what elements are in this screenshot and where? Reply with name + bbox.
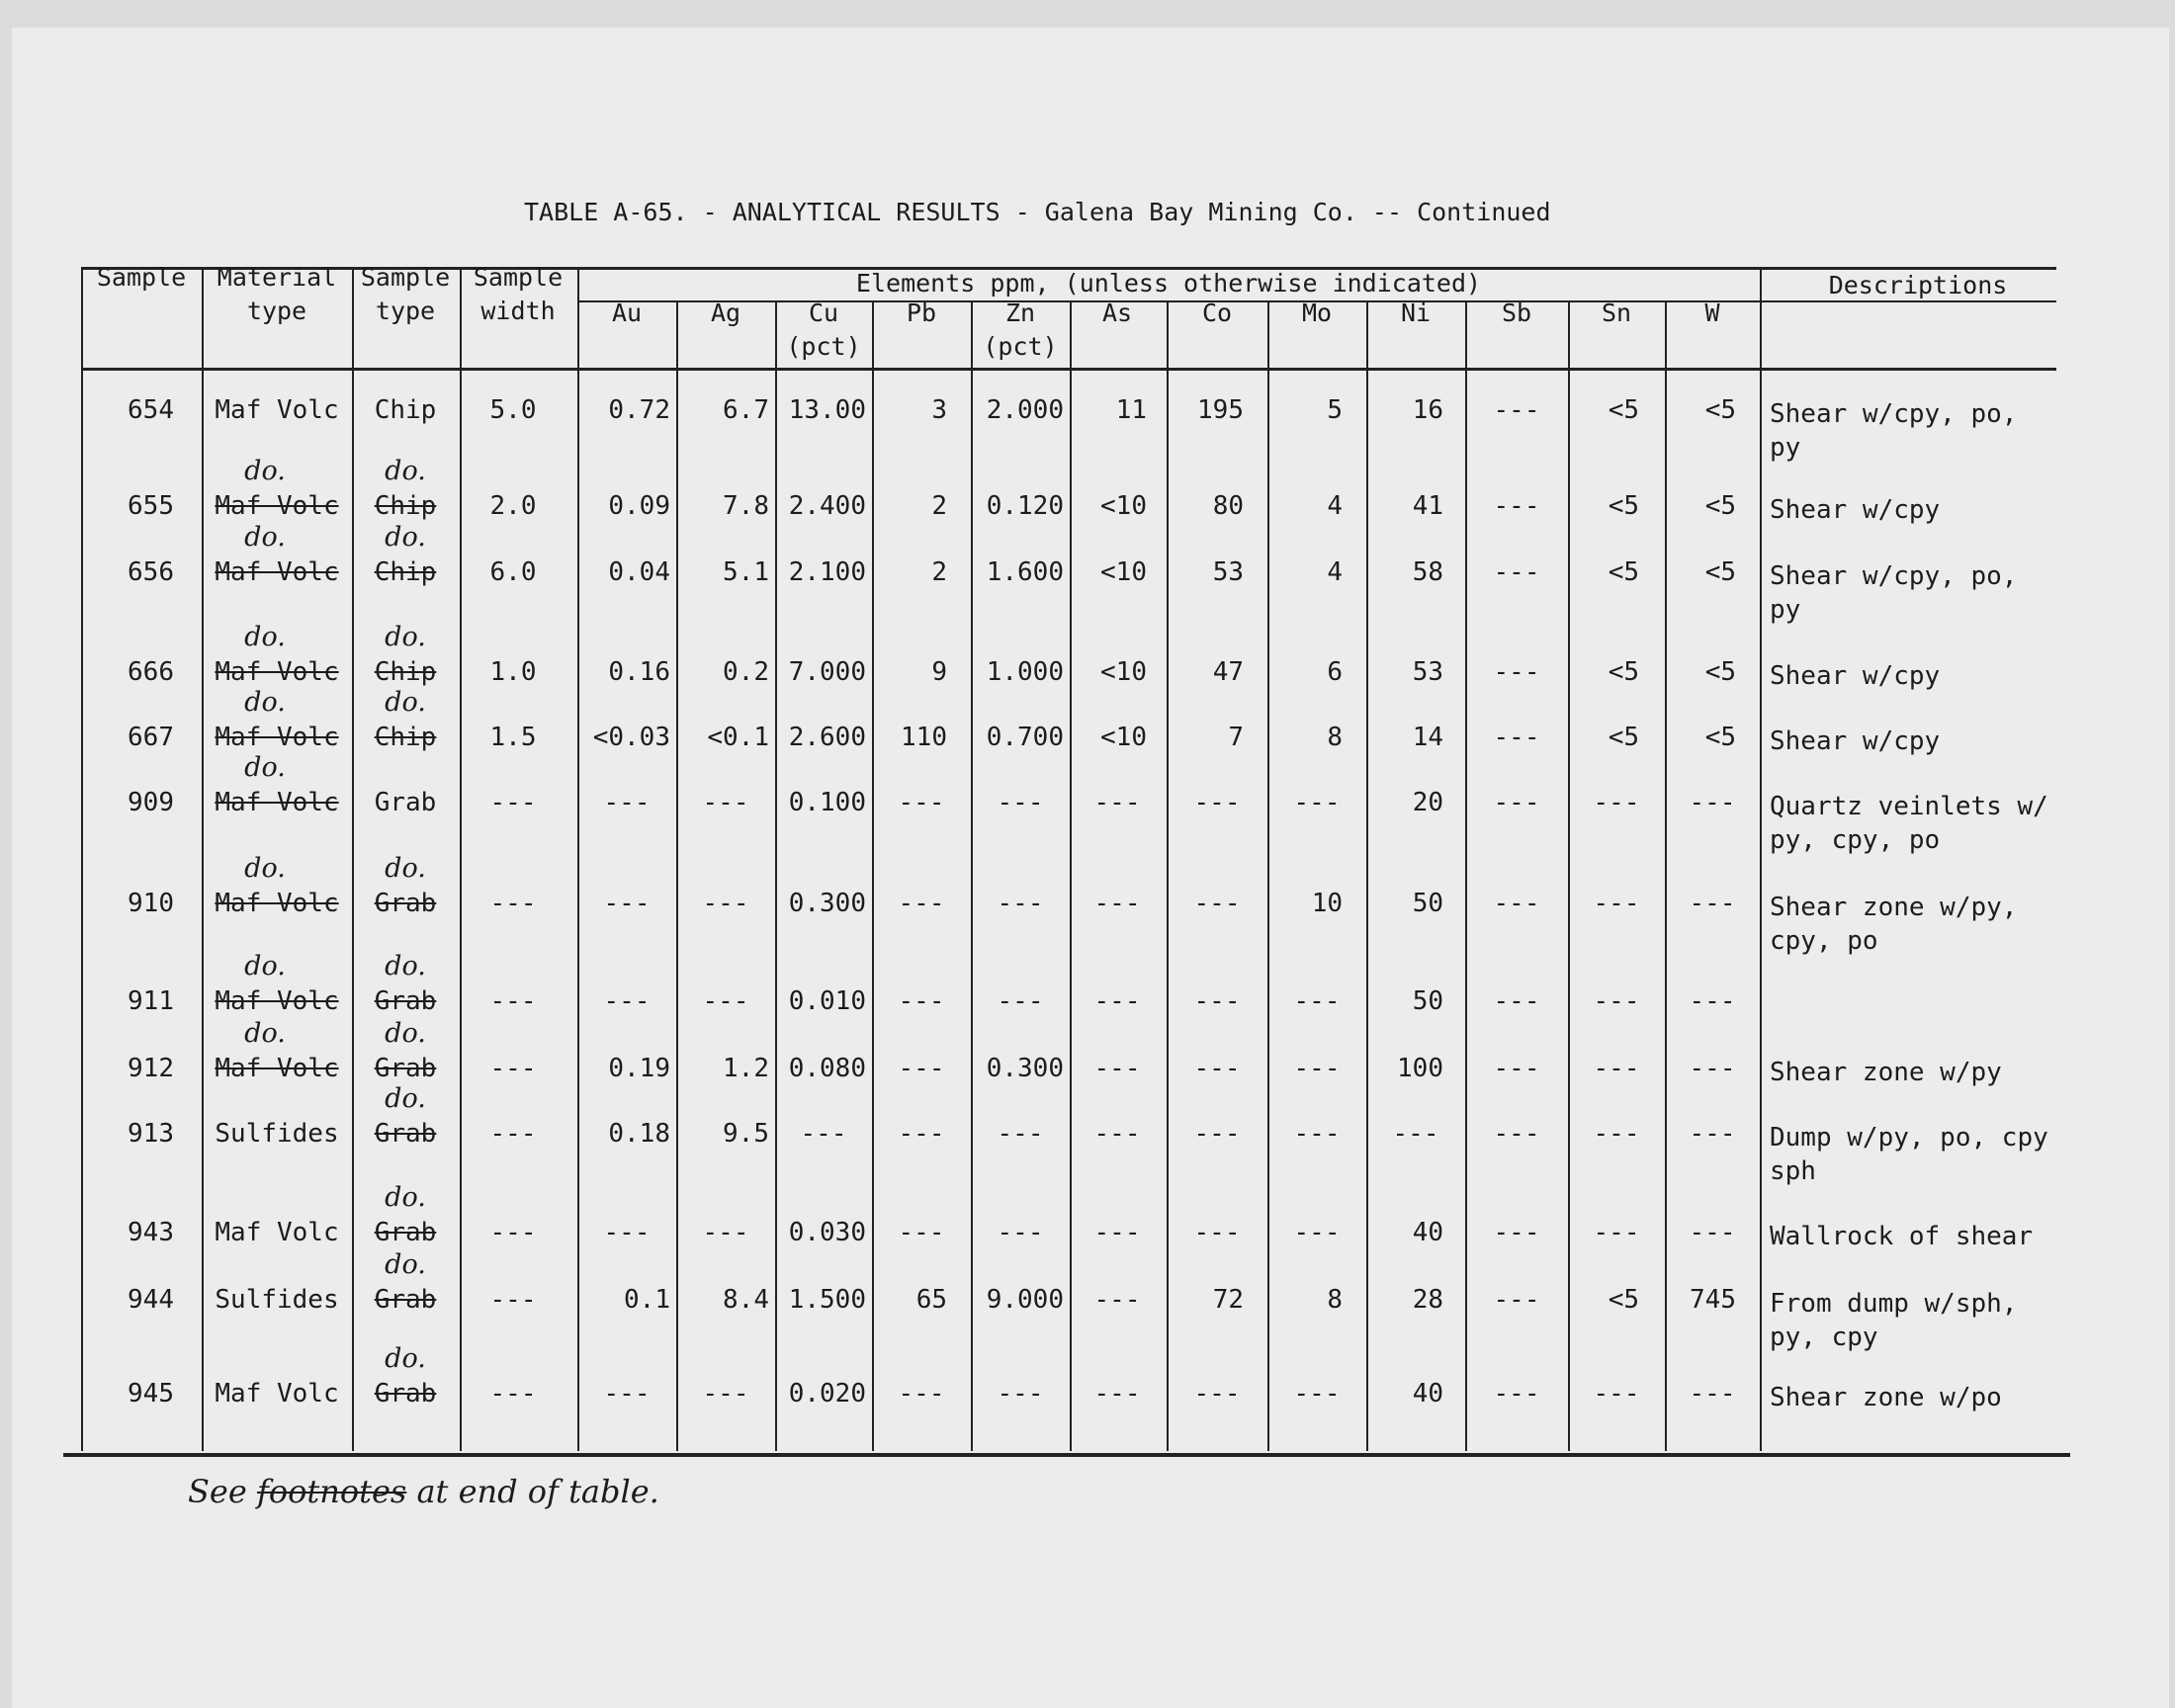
cell-sb: --- — [1493, 889, 1540, 918]
cell-zn: --- — [997, 1119, 1044, 1149]
cell-mo: --- — [1293, 1218, 1341, 1247]
handwritten-ditto: do. — [385, 1018, 426, 1049]
cell-description: Dump w/py, po, cpy — [1770, 1123, 2048, 1153]
cell-co: 7 — [1228, 723, 1244, 752]
cell-zn: 9.000 — [986, 1285, 1064, 1315]
handwritten-ditto: do. — [385, 522, 426, 553]
column-rule — [676, 300, 678, 1451]
cell-material-type: Sulfides — [215, 1119, 339, 1149]
cell-sb: --- — [1493, 788, 1540, 817]
cell-sn: --- — [1593, 1379, 1640, 1409]
cell-ni: 28 — [1412, 1285, 1443, 1315]
cell-pb: 2 — [931, 557, 947, 587]
cell-as: --- — [1093, 1379, 1141, 1409]
cell-ag: 6.7 — [723, 395, 769, 425]
cell-cu: --- — [800, 1119, 847, 1149]
column-rule — [460, 267, 462, 1451]
cell-description: From dump w/sph, — [1770, 1289, 2018, 1319]
cell-pb: --- — [898, 1054, 945, 1083]
header-pb: Pb — [906, 299, 937, 327]
cell-pb: 2 — [931, 491, 947, 521]
cell-mo: --- — [1293, 1054, 1341, 1083]
cell-sn: --- — [1593, 788, 1640, 817]
cell-sn: <5 — [1608, 395, 1639, 425]
cell-au: 0.09 — [608, 491, 670, 521]
cell-description: py, cpy, po — [1770, 825, 1941, 855]
cell-sample-width: 6.0 — [489, 557, 537, 587]
column-rule — [1267, 300, 1269, 1451]
cell-sample-type: Chip — [374, 657, 437, 687]
cell-sample-type: Grab — [374, 1379, 437, 1409]
cell-sample-width: 2.0 — [489, 491, 537, 521]
cell-sample-width: --- — [489, 1218, 537, 1247]
cell-sb: --- — [1493, 557, 1540, 587]
cell-sn: --- — [1593, 1119, 1640, 1149]
handwritten-ditto: do. — [244, 456, 286, 486]
cell-as: 11 — [1115, 395, 1147, 425]
cell-material-type: Maf Volc — [215, 986, 339, 1016]
handwritten-ditto: do. — [244, 1018, 286, 1049]
cell-as: --- — [1093, 788, 1141, 817]
cell-cu: 2.600 — [788, 723, 866, 752]
cell-zn: 0.700 — [986, 723, 1064, 752]
cell-co: --- — [1193, 1218, 1241, 1247]
column-rule — [1665, 300, 1667, 1451]
cell-description: py — [1770, 595, 1801, 625]
cell-ag: 0.2 — [723, 657, 769, 687]
cell-co: 80 — [1212, 491, 1244, 521]
cell-w: --- — [1689, 1054, 1736, 1083]
handwritten-ditto: do. — [244, 951, 286, 982]
cell-as: --- — [1093, 889, 1141, 918]
header-sample-type: Sample — [360, 263, 451, 292]
elements-subheader-rule — [577, 300, 1762, 302]
cell-ag: 5.1 — [723, 557, 769, 587]
cell-description: cpy, po — [1770, 926, 1878, 956]
header-cu: Cu — [808, 299, 839, 327]
column-rule — [1070, 300, 1072, 1451]
header-ag: Ag — [710, 299, 741, 327]
cell-sb: --- — [1493, 986, 1540, 1016]
cell-zn: --- — [997, 788, 1044, 817]
cell-sample-type: Grab — [374, 1054, 437, 1083]
cell-sample-type: Grab — [374, 889, 437, 918]
cell-ni: 40 — [1412, 1379, 1443, 1409]
handwritten-ditto: do. — [385, 687, 426, 718]
cell-as: <10 — [1100, 491, 1147, 521]
cell-ag: --- — [702, 788, 749, 817]
cell-material-type: Maf Volc — [215, 491, 339, 521]
cell-mo: 4 — [1327, 557, 1343, 587]
cell-material-type: Maf Volc — [215, 557, 339, 587]
cell-sample-width: 5.0 — [489, 395, 537, 425]
cell-zn: --- — [997, 986, 1044, 1016]
cell-au: --- — [603, 1379, 651, 1409]
header-sample: Sample — [96, 263, 187, 292]
cell-as: --- — [1093, 1218, 1141, 1247]
cell-mo: 8 — [1327, 1285, 1343, 1315]
header-sb: Sb — [1501, 299, 1532, 327]
cell-mo: 6 — [1327, 657, 1343, 687]
cell-sn: <5 — [1608, 723, 1639, 752]
cell-ag: 9.5 — [723, 1119, 769, 1149]
cell-description: sph — [1770, 1156, 1816, 1186]
cell-co: --- — [1193, 1119, 1241, 1149]
cell-ni: 100 — [1397, 1054, 1443, 1083]
cell-sb: --- — [1493, 491, 1540, 521]
cell-au: --- — [603, 986, 651, 1016]
cell-sample: 655 — [128, 491, 174, 521]
cell-mo: 10 — [1311, 889, 1343, 918]
cell-cu: 13.00 — [788, 395, 866, 425]
header-sample-width: Sample — [473, 263, 564, 292]
cell-sample-width: --- — [489, 1379, 537, 1409]
column-rule — [1167, 300, 1169, 1451]
handwritten-ditto: do. — [385, 853, 426, 884]
cell-ag: <0.1 — [707, 723, 769, 752]
cell-sample-width: --- — [489, 1119, 537, 1149]
cell-material-type: Maf Volc — [215, 723, 339, 752]
cell-ag: --- — [702, 889, 749, 918]
cell-sample: 913 — [128, 1119, 174, 1149]
cell-material-type: Maf Volc — [215, 657, 339, 687]
cell-sample-type: Chip — [374, 491, 437, 521]
handwritten-ditto: do. — [385, 622, 426, 652]
cell-as: <10 — [1100, 557, 1147, 587]
header-material-type: Material — [217, 263, 337, 292]
cell-au: 0.18 — [608, 1119, 670, 1149]
cell-au: 0.16 — [608, 657, 670, 687]
cell-sample: 912 — [128, 1054, 174, 1083]
cell-w: <5 — [1704, 395, 1736, 425]
cell-ag: 8.4 — [723, 1285, 769, 1315]
handwritten-footnote — [188, 1473, 659, 1510]
cell-sample-width: 1.0 — [489, 657, 537, 687]
cell-co: --- — [1193, 889, 1241, 918]
cell-sn: <5 — [1608, 491, 1639, 521]
cell-w: --- — [1689, 1119, 1736, 1149]
cell-zn: 2.000 — [986, 395, 1064, 425]
cell-au: --- — [603, 788, 651, 817]
cell-ni: 20 — [1412, 788, 1443, 817]
cell-au: <0.03 — [592, 723, 670, 752]
cell-ni: 41 — [1412, 491, 1443, 521]
header-sample-width: width — [480, 297, 556, 325]
cell-description: Shear zone w/py — [1770, 1058, 2002, 1087]
cell-sample: 943 — [128, 1218, 174, 1247]
cell-sb: --- — [1493, 657, 1540, 687]
cell-pb: --- — [898, 1119, 945, 1149]
cell-ag: --- — [702, 986, 749, 1016]
table-title: TABLE A-65. - ANALYTICAL RESULTS - Galena Bay Mining Co. -- Continued — [524, 198, 1551, 226]
cell-pb: 65 — [915, 1285, 947, 1315]
cell-zn: --- — [997, 889, 1044, 918]
cell-cu: 0.300 — [788, 889, 866, 918]
cell-w: --- — [1689, 788, 1736, 817]
cell-cu: 0.100 — [788, 788, 866, 817]
cell-sb: --- — [1493, 1379, 1540, 1409]
cell-material-type: Maf Volc — [215, 395, 339, 425]
cell-mo: 4 — [1327, 491, 1343, 521]
table-bottom-rule — [63, 1453, 2070, 1457]
cell-w: <5 — [1704, 557, 1736, 587]
header-ni: Ni — [1400, 299, 1432, 327]
column-rule — [81, 267, 83, 1451]
cell-description: py — [1770, 433, 1801, 463]
cell-sn: <5 — [1608, 657, 1639, 687]
cell-w: --- — [1689, 1379, 1736, 1409]
cell-as: --- — [1093, 986, 1141, 1016]
header-zn: Zn — [1004, 299, 1036, 327]
cell-zn: 1.600 — [986, 557, 1064, 587]
header-cu-unit: (pct) — [786, 332, 861, 361]
cell-ag: 1.2 — [723, 1054, 769, 1083]
cell-co: --- — [1193, 1054, 1241, 1083]
cell-au: --- — [603, 889, 651, 918]
cell-description: Shear w/cpy, po, — [1770, 561, 2018, 591]
cell-material-type: Maf Volc — [215, 1218, 339, 1247]
cell-cu: 0.080 — [788, 1054, 866, 1083]
cell-description: Shear w/cpy — [1770, 495, 1941, 525]
cell-sample: 909 — [128, 788, 174, 817]
cell-mo: --- — [1293, 788, 1341, 817]
cell-mo: 8 — [1327, 723, 1343, 752]
cell-cu: 0.030 — [788, 1218, 866, 1247]
cell-zn: --- — [997, 1218, 1044, 1247]
cell-description: Quartz veinlets w/ — [1770, 792, 2048, 821]
cell-description: py, cpy — [1770, 1323, 1878, 1352]
cell-co: 195 — [1197, 395, 1244, 425]
cell-ni: 50 — [1412, 889, 1443, 918]
cell-material-type: Sulfides — [215, 1285, 339, 1315]
cell-mo: --- — [1293, 986, 1341, 1016]
cell-as: --- — [1093, 1119, 1141, 1149]
cell-sample-type: Chip — [374, 723, 437, 752]
cell-ni: 58 — [1412, 557, 1443, 587]
cell-sample: 945 — [128, 1379, 174, 1409]
handwritten-ditto: do. — [385, 1182, 426, 1213]
cell-sb: --- — [1493, 395, 1540, 425]
cell-sb: --- — [1493, 1119, 1540, 1149]
descriptions-subheader-rule — [1762, 300, 2056, 302]
column-rule — [352, 267, 354, 1451]
cell-pb: --- — [898, 889, 945, 918]
cell-au: 0.1 — [624, 1285, 670, 1315]
cell-zn: 0.300 — [986, 1054, 1064, 1083]
cell-cu: 2.100 — [788, 557, 866, 587]
cell-zn: 0.120 — [986, 491, 1064, 521]
handwritten-ditto: do. — [244, 752, 286, 783]
cell-sample-width: 1.5 — [489, 723, 537, 752]
cell-sample-type: Grab — [374, 788, 437, 817]
cell-sample: 654 — [128, 395, 174, 425]
cell-sample: 666 — [128, 657, 174, 687]
handwritten-ditto: do. — [385, 1343, 426, 1374]
handwritten-ditto: do. — [385, 1249, 426, 1280]
cell-sn: --- — [1593, 1054, 1640, 1083]
header-sample-type: type — [375, 297, 436, 325]
cell-ni: 50 — [1412, 986, 1443, 1016]
cell-co: 72 — [1212, 1285, 1244, 1315]
cell-au: --- — [603, 1218, 651, 1247]
cell-description: Shear w/cpy — [1770, 661, 1941, 691]
cell-cu: 2.400 — [788, 491, 866, 521]
cell-material-type: Maf Volc — [215, 788, 339, 817]
cell-w: <5 — [1704, 657, 1736, 687]
header-descriptions: Descriptions — [1828, 271, 2008, 299]
cell-pb: 9 — [931, 657, 947, 687]
cell-ni: 16 — [1412, 395, 1443, 425]
cell-w: <5 — [1704, 491, 1736, 521]
header-elements: Elements ppm, (unless otherwise indicated) — [855, 269, 1482, 298]
cell-sample-type: Chip — [374, 395, 437, 425]
cell-sample-width: --- — [489, 788, 537, 817]
cell-pb: --- — [898, 788, 945, 817]
cell-description: Shear w/cpy — [1770, 726, 1941, 756]
cell-au: 0.19 — [608, 1054, 670, 1083]
cell-as: --- — [1093, 1054, 1141, 1083]
column-rule — [202, 267, 204, 1451]
column-rule — [971, 300, 973, 1451]
column-rule — [577, 267, 579, 1451]
cell-ag: --- — [702, 1218, 749, 1247]
cell-pb: --- — [898, 986, 945, 1016]
handwritten-ditto: do. — [385, 951, 426, 982]
column-rule — [1568, 300, 1570, 1451]
column-rule — [1366, 300, 1368, 1451]
cell-sample: 944 — [128, 1285, 174, 1315]
cell-pb: --- — [898, 1379, 945, 1409]
footnote-word: See — [188, 1473, 247, 1510]
handwritten-ditto: do. — [244, 853, 286, 884]
cell-co: --- — [1193, 1379, 1241, 1409]
cell-au: 0.04 — [608, 557, 670, 587]
cell-sample: 911 — [128, 986, 174, 1016]
cell-co: --- — [1193, 986, 1241, 1016]
cell-w: 745 — [1690, 1285, 1736, 1315]
header-au: Au — [611, 299, 643, 327]
cell-description: Shear zone w/py, — [1770, 893, 2018, 922]
cell-ni: 40 — [1412, 1218, 1443, 1247]
header-zn-unit: (pct) — [983, 332, 1058, 361]
cell-sample-type: Grab — [374, 1285, 437, 1315]
cell-pb: --- — [898, 1218, 945, 1247]
cell-material-type: Maf Volc — [215, 1054, 339, 1083]
cell-sample-type: Chip — [374, 557, 437, 587]
header-sn: Sn — [1601, 299, 1632, 327]
header-as: As — [1101, 299, 1133, 327]
cell-cu: 1.500 — [788, 1285, 866, 1315]
cell-w: --- — [1689, 1218, 1736, 1247]
cell-mo: --- — [1293, 1119, 1341, 1149]
cell-material-type: Maf Volc — [215, 1379, 339, 1409]
cell-w: --- — [1689, 889, 1736, 918]
cell-cu: 0.010 — [788, 986, 866, 1016]
cell-cu: 0.020 — [788, 1379, 866, 1409]
cell-sn: --- — [1593, 1218, 1640, 1247]
cell-sb: --- — [1493, 723, 1540, 752]
cell-material-type: Maf Volc — [215, 889, 339, 918]
cell-sample-width: --- — [489, 986, 537, 1016]
cell-ni: 53 — [1412, 657, 1443, 687]
cell-sample: 667 — [128, 723, 174, 752]
cell-sample: 910 — [128, 889, 174, 918]
cell-sn: --- — [1593, 889, 1640, 918]
cell-co: 47 — [1212, 657, 1244, 687]
cell-description: Shear zone w/po — [1770, 1383, 2002, 1412]
cell-zn: --- — [997, 1379, 1044, 1409]
cell-mo: 5 — [1327, 395, 1343, 425]
cell-pb: 3 — [931, 395, 947, 425]
cell-ag: --- — [702, 1379, 749, 1409]
cell-zn: 1.000 — [986, 657, 1064, 687]
header-w: W — [1704, 299, 1720, 327]
column-rule — [775, 300, 777, 1451]
cell-sn: --- — [1593, 986, 1640, 1016]
cell-sb: --- — [1493, 1285, 1540, 1315]
cell-sample-type: Grab — [374, 986, 437, 1016]
cell-mo: --- — [1293, 1379, 1341, 1409]
cell-sb: --- — [1493, 1218, 1540, 1247]
header-mo: Mo — [1301, 299, 1333, 327]
cell-ni: 14 — [1412, 723, 1443, 752]
cell-sample-width: --- — [489, 889, 537, 918]
handwritten-ditto: do. — [244, 522, 286, 553]
handwritten-ditto: do. — [385, 1083, 426, 1114]
column-rule — [1465, 300, 1467, 1451]
cell-au: 0.72 — [608, 395, 670, 425]
handwritten-ditto: do. — [385, 456, 426, 486]
cell-ni: --- — [1392, 1119, 1439, 1149]
cell-pb: 110 — [901, 723, 947, 752]
cell-co: --- — [1193, 788, 1241, 817]
column-rule — [1760, 267, 1762, 1451]
cell-as: <10 — [1100, 723, 1147, 752]
cell-sn: <5 — [1608, 1285, 1639, 1315]
footnote-struck-word: footnotes — [256, 1473, 407, 1510]
cell-cu: 7.000 — [788, 657, 866, 687]
handwritten-ditto: do. — [244, 687, 286, 718]
header-material-type: type — [246, 297, 307, 325]
cell-ag: 7.8 — [723, 491, 769, 521]
cell-description: Wallrock of shear — [1770, 1222, 2034, 1251]
cell-description: Shear w/cpy, po, — [1770, 399, 2018, 429]
cell-sn: <5 — [1608, 557, 1639, 587]
cell-as: <10 — [1100, 657, 1147, 687]
cell-sample-type: Grab — [374, 1119, 437, 1149]
cell-sample: 656 — [128, 557, 174, 587]
cell-sb: --- — [1493, 1054, 1540, 1083]
footnote-rest: at end of table. — [416, 1473, 659, 1510]
cell-co: 53 — [1212, 557, 1244, 587]
cell-w: <5 — [1704, 723, 1736, 752]
cell-sample-width: --- — [489, 1285, 537, 1315]
cell-as: --- — [1093, 1285, 1141, 1315]
cell-sample-type: Grab — [374, 1218, 437, 1247]
cell-w: --- — [1689, 986, 1736, 1016]
handwritten-ditto: do. — [244, 622, 286, 652]
cell-sample-width: --- — [489, 1054, 537, 1083]
header-co: Co — [1201, 299, 1233, 327]
column-rule — [872, 300, 874, 1451]
